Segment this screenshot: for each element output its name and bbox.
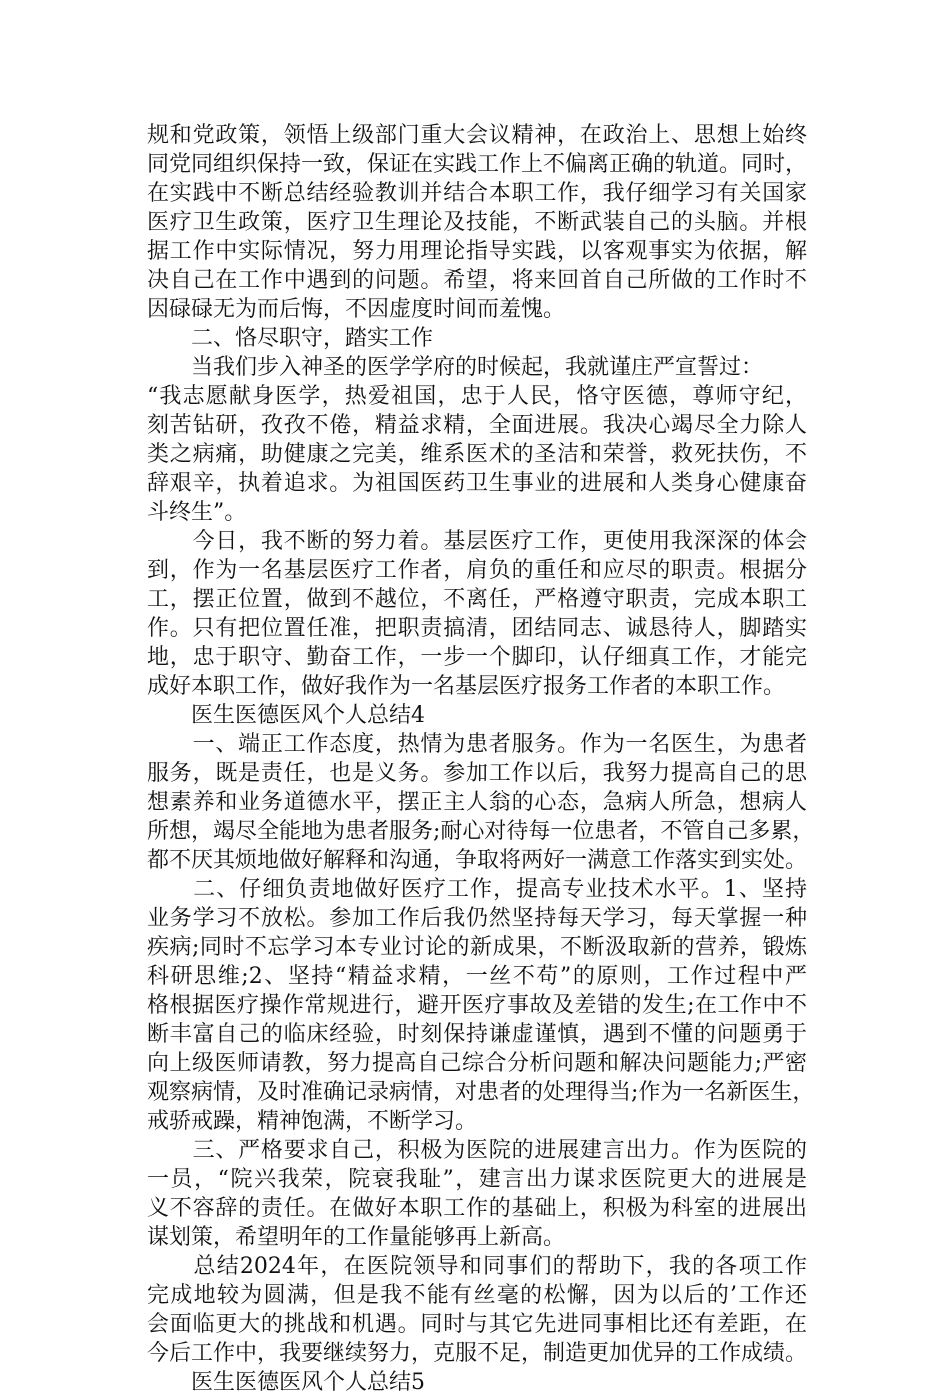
text-line: 工，摆正位置，做到不越位，不离任，严格遵守职责，完成本职工 bbox=[147, 587, 807, 612]
text-line: 一、端正工作态度，热情为患者服务。作为一名医生，为患者 bbox=[147, 732, 807, 757]
text-line: 医疗卫生政策，医疗卫生理论及技能，不断武装自己的头脑。并根 bbox=[147, 210, 807, 235]
text-line: 想素养和业务道德水平，摆正主人翁的心态，急病人所急，想病人 bbox=[147, 790, 807, 815]
text-line: 义不容辞的责任。在做好本职工作的基础上，积极为科室的进展出 bbox=[147, 1196, 807, 1221]
text-line: 二、仔细负责地做好医疗工作，提高专业技术水平。1、坚持 bbox=[147, 877, 807, 902]
text-line: 服务，既是责任，也是义务。参加工作以后，我努力提高自己的思 bbox=[147, 761, 807, 786]
text-line: 向上级医师请教，努力提高自己综合分析问题和解决问题能力;严密 bbox=[147, 1051, 807, 1076]
text-line: 断丰富自己的临床经验，时刻保持谦虚谨慎，遇到不懂的问题勇于 bbox=[147, 1022, 807, 1047]
text-line: 在实践中不断总结经验教训并结合本职工作，我仔细学习有关国家 bbox=[147, 181, 807, 206]
text-line: 都不厌其烦地做好解释和沟通，争取将两好一满意工作落实到实处。 bbox=[147, 848, 808, 873]
section-title: 医生医德医风个人总结4 bbox=[147, 703, 425, 728]
text-line: 谋划策，希望明年的工作量能够再上新高。 bbox=[147, 1225, 566, 1250]
text-line: 据工作中实际情况，努力用理论指导实践，以客观事实为依据，解 bbox=[147, 239, 807, 264]
text-line: 一员，“院兴我荣，院衰我耻”，建言出力谋求医院更大的进展是 bbox=[147, 1167, 807, 1192]
text-line: 成好本职工作，做好我作为一名基层医疗报务工作者的本职工作。 bbox=[147, 674, 786, 699]
text-line: 总结2024年，在医院领导和同事们的帮助下，我的各项工作 bbox=[147, 1254, 807, 1279]
text-line: 今日，我不断的努力着。基层医疗工作，更使用我深深的体会 bbox=[147, 529, 807, 554]
text-line: 斗终生”。 bbox=[147, 500, 247, 525]
text-line: 辞艰辛，执着追求。为祖国医药卫生事业的进展和人类身心健康奋 bbox=[147, 471, 807, 496]
text-line: 因碌碌无为而后悔，不因虚度时间而羞愧。 bbox=[147, 297, 566, 322]
text-line: 三、严格要求自己，积极为医院的进展建言出力。作为医院的 bbox=[147, 1138, 807, 1163]
text-line: 戒骄戒躁，精神饱满，不断学习。 bbox=[147, 1109, 478, 1134]
text-line: 业务学习不放松。参加工作后我仍然坚持每天学习，每天掌握一种 bbox=[147, 906, 807, 931]
text-line: 地，忠于职守、勤奋工作，一步一个脚印，认仔细真工作，才能完 bbox=[147, 645, 807, 670]
section-heading: 二、恪尽职守，踏实工作 bbox=[147, 326, 434, 351]
text-line: 今后工作中，我要继续努力，克服不足，制造更加优异的工作成绩。 bbox=[147, 1341, 808, 1366]
text-line: 决自己在工作中遇到的问题。希望，将来回首自己所做的工作时不 bbox=[147, 268, 807, 293]
text-line: 当我们步入神圣的医学学府的时候起，我就谨庄严宣誓过： bbox=[147, 355, 764, 380]
text-line: 所想，竭尽全能地为患者服务;耐心对待每一位患者，不管自己多累， bbox=[147, 819, 815, 844]
text-line: 会面临更大的挑战和机遇。同时与其它先进同事相比还有差距，在 bbox=[147, 1312, 807, 1337]
text-line: “我志愿献身医学，热爱祖国，忠于人民，恪守医德，尊师守纪， bbox=[147, 384, 807, 409]
document-body bbox=[147, 121, 815, 1397]
text-line: 规和党政策，领悟上级部门重大会议精神，在政治上、思想上始终 bbox=[147, 123, 807, 148]
text-line: 科研思维;2、坚持“精益求精，一丝不苟”的原则，工作过程中严 bbox=[147, 964, 807, 989]
section-title: 医生医德医风个人总结5 bbox=[147, 1370, 425, 1395]
text-line: 格根据医疗操作常规进行，避开医疗事故及差错的发生;在工作中不 bbox=[147, 993, 807, 1018]
text-line: 到，作为一名基层医疗工作者，肩负的重任和应尽的职责。根据分 bbox=[147, 558, 807, 583]
text-line: 作。只有把位置任准，把职责搞清，团结同志、诚恳待人，脚踏实 bbox=[147, 616, 807, 641]
text-line: 同党同组织保持一致，保证在实践工作上不偏离正确的轨道。同时， bbox=[147, 152, 808, 177]
text-line: 刻苦钻研，孜孜不倦，精益求精，全面进展。我决心竭尽全力除人 bbox=[147, 413, 807, 438]
text-line: 完成地较为圆满，但是我不能有丝毫的松懈，因为以后的’工作还 bbox=[147, 1283, 807, 1308]
text-line: 类之病痛，助健康之完美，维系医术的圣洁和荣誉，救死扶伤，不 bbox=[147, 442, 807, 467]
text-line: 观察病情，及时准确记录病情，对患者的处理得当;作为一名新医生， bbox=[147, 1080, 815, 1105]
text-line: 疾病;同时不忘学习本专业讨论的新成果，不断汲取新的营养，锻炼 bbox=[147, 935, 807, 960]
